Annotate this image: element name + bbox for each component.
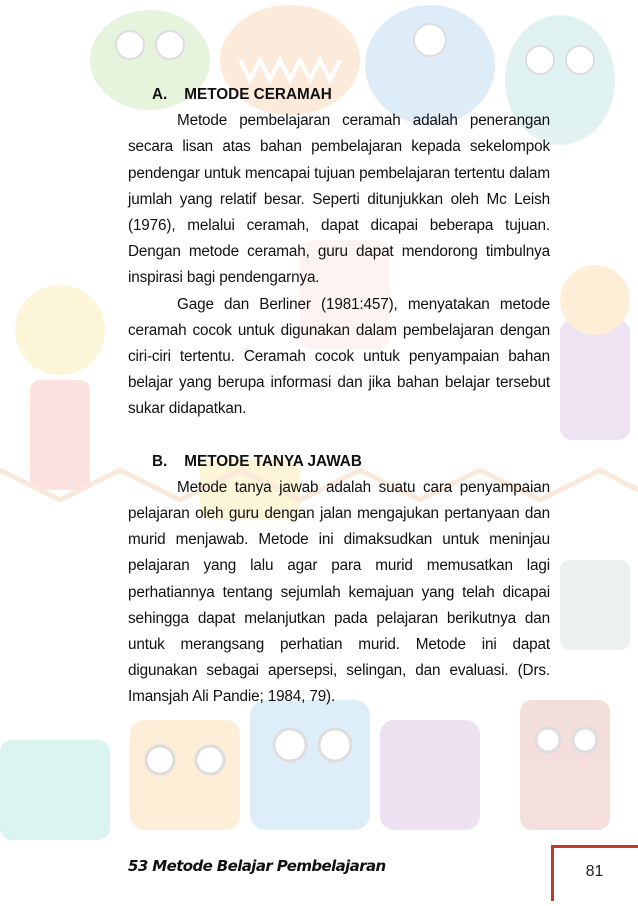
section-a-paragraph-2: Gage dan Berliner (1981:457), menyatakan metode ceramah cocok untuk digunakan dalam pembelajaran dengan ciri-ciri tertentu. Ceramah cocok untuk penyampaian bahan belajar yang berupa informasi dan jika bahan belajar tersebut sukar didapatkan. bbox=[128, 295, 550, 418]
page-number: 81 bbox=[585, 863, 604, 880]
section-b-title: METODE TANYA JAWAB bbox=[184, 452, 362, 470]
section-a-heading bbox=[128, 82, 550, 108]
book-title: 53 Metode Belajar Pembelajaran bbox=[128, 857, 386, 875]
text-column bbox=[128, 82, 550, 711]
robot-red-icon bbox=[520, 700, 610, 830]
section-a-label: A. bbox=[152, 86, 168, 103]
section-b-label: B. bbox=[152, 452, 168, 470]
section-b-paragraph-1: Metode tanya jawab adalah suatu cara penyampaian pelajaran oleh guru dengan jalan mengajukan pertanyaan dan murid menjawab. Metode ini dimaksudkan untuk meninjau pelajaran yang lalu agar para murid memusatkan lagi perhatiannya tentang sejumlah kemajuan yang telah dicapai sehingga dapat melanjutkan pada pelajaran berikutnya dan untuk merangsang perhatian murid. Metode ini dapat digunakan sebagai apersepsi, selingan, dan evaluasi. (Drs. Imansjah Ali Pandie; 1984, 79). bbox=[128, 478, 550, 706]
robot-purple-icon bbox=[380, 720, 480, 830]
robot-blue-icon bbox=[250, 700, 370, 830]
robot-orange-icon bbox=[130, 720, 240, 830]
section-b-heading bbox=[128, 449, 550, 475]
page-number-box bbox=[551, 845, 638, 901]
monster-yellow-icon bbox=[15, 285, 105, 375]
section-a-paragraph-1: Metode pembelajaran ceramah adalah penerangan secara lisan atas bahan pembelajaran kepada sekelompok pendengar untuk mencapai tujuan pembelajaran tertentu dalam jumlah yang relatif besar. Seperti ditunjukkan oleh Mc Leish (1976), melalui ceramah, dapat dicapai beberapa tujuan. Dengan metode ceramah, guru dapat mendorong timbulnya inspirasi bagi pendengarnya. bbox=[128, 112, 550, 287]
section-a-title: METODE CERAMAH bbox=[184, 86, 332, 103]
